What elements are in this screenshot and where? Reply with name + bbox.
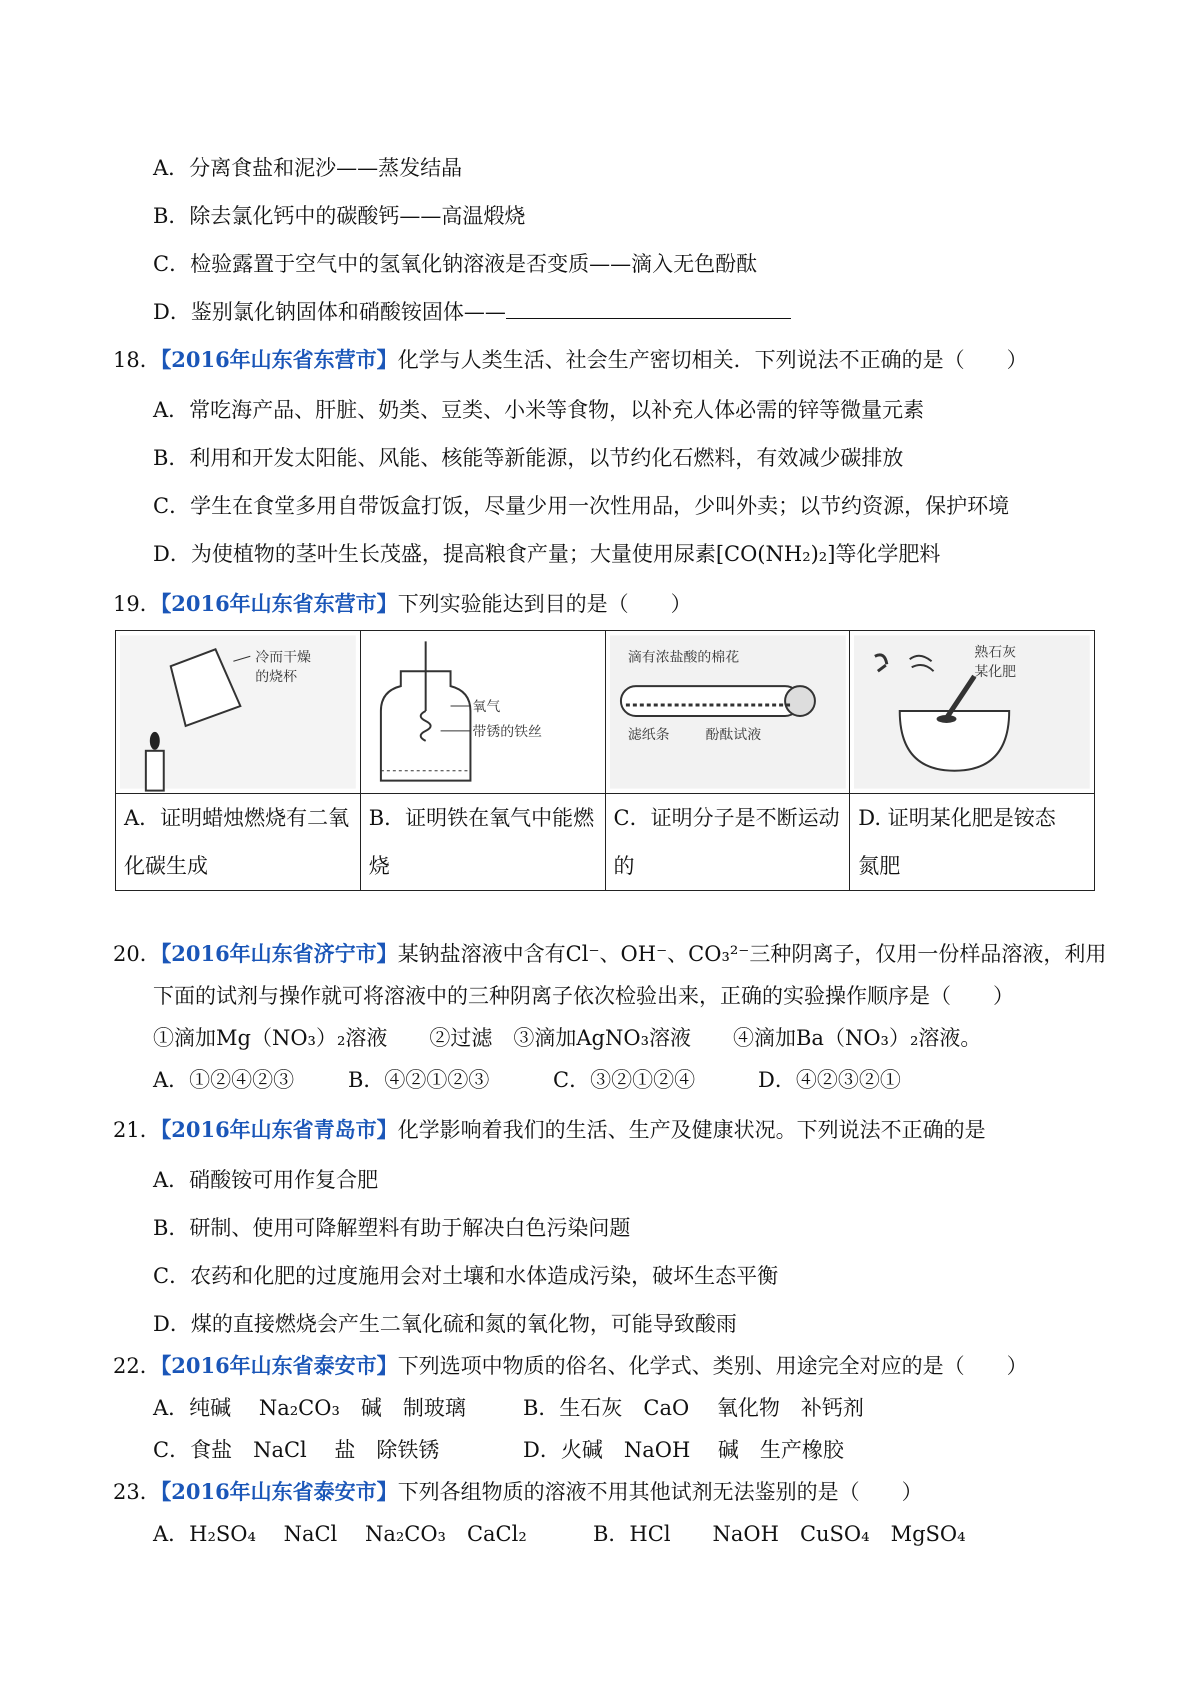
q17-option-d-text: D．鉴别氯化钠固体和硝酸铵固体—— <box>153 300 506 324</box>
q20-stem-line-2: 下面的试剂与操作就可将溶液中的三种阴离子依次检验出来，正确的实验操作顺序是（ ） <box>153 984 1014 1008</box>
q19-source: 【2016年山东省东营市】 <box>160 591 398 616</box>
figure-d-label-1: 熟石灰 <box>974 644 1017 661</box>
figure-c-cell <box>605 631 850 794</box>
caption-c-line-2: 的 <box>613 854 635 878</box>
caption-a <box>116 794 361 891</box>
glass-tube-icon <box>620 686 799 716</box>
q21-option-c: C．农药和化肥的过度施用会对土壤和水体造成污染，破坏生态平衡 <box>153 1264 779 1288</box>
figure-b-label-1: 氧气 <box>472 699 500 716</box>
candle-icon <box>146 751 164 791</box>
q21-option-b: B．研制、使用可降解塑料有助于解决白色污染问题 <box>153 1216 631 1240</box>
q21-number: 21． <box>113 1118 161 1142</box>
q17-option-a: A．分离食盐和泥沙——蒸发结晶 <box>153 156 463 180</box>
q22-option-a: A．纯碱 Na₂CO₃ 碱 制玻璃 <box>153 1396 466 1420</box>
cotton-icon <box>785 686 815 716</box>
figure-d-cell <box>850 631 1095 794</box>
q20-stem-line-1: 某钠盐溶液中含有Cl⁻、OH⁻、CO₃²⁻三种阴离子，仅用一份样品溶液，利用 <box>397 942 1107 966</box>
q18-source: 【2016年山东省东营市】 <box>160 347 398 372</box>
caption-c-line-1: C．证明分子是不断运动 <box>613 806 840 830</box>
q22-source: 【2016年山东省泰安市】 <box>160 1353 398 1378</box>
q18-stem <box>113 346 1028 374</box>
q18-option-a: A．常吃海产品、肝脏、奶类、豆类、小米等食物，以补充人体必需的锌等微量元素 <box>153 398 925 422</box>
q22-option-b: B．生石灰 CaO 氧化物 补钙剂 <box>523 1396 864 1420</box>
flame-icon <box>150 732 160 750</box>
q23-option-b: B．HCl NaOH CuSO₄ MgSO₄ <box>593 1522 966 1546</box>
q21-source: 【2016年山东省青岛市】 <box>160 1117 398 1142</box>
candle-beaker-figure <box>116 631 360 793</box>
figure-b-label-2: 带锈的铁丝 <box>472 723 542 740</box>
answer-blank[interactable] <box>506 298 791 319</box>
q19-stem-text: 下列实验能达到目的是（ ） <box>397 592 692 616</box>
q17-option-d <box>153 298 791 326</box>
q18-option-d: D．为使植物的茎叶生长茂盛，提高粮食产量；大量使用尿素[CO(NH₂)₂]等化学肥料 <box>153 542 941 566</box>
figure-a-cell <box>116 631 361 794</box>
figure-d-label-2: 某化肥 <box>974 664 1017 681</box>
q18-stem-text: 化学与人类生活、社会生产密切相关．下列说法不正确的是（ ） <box>397 348 1028 372</box>
q22-option-d: D．火碱 NaOH 碱 生产橡胶 <box>523 1438 844 1462</box>
figure-c-label-1: 滴有浓盐酸的棉花 <box>627 649 739 666</box>
q20-option-b: B．④②①②③ <box>348 1068 490 1092</box>
q20-option-d: D．④②③②① <box>758 1068 901 1092</box>
caption-d-line-2: 氮肥 <box>858 854 901 878</box>
figure-b-cell <box>360 631 605 794</box>
q22-stem-text: 下列选项中物质的俗名、化学式、类别、用途完全对应的是（ ） <box>397 1354 1028 1378</box>
caption-c <box>605 794 850 891</box>
q17-option-b: B．除去氯化钙中的碳酸钙——高温煅烧 <box>153 204 526 228</box>
q20-stem <box>113 940 1106 968</box>
caption-a-line-1: A．证明蜡烛燃烧有二氧 <box>124 806 350 830</box>
q23-number: 23． <box>113 1480 161 1504</box>
q21-stem-text: 化学影响着我们的生活、生产及健康状况。下列说法不正确的是 <box>397 1118 986 1142</box>
q23-stem-text: 下列各组物质的溶液不用其他试剂无法鉴别的是（ ） <box>397 1480 923 1504</box>
caption-b <box>360 794 605 891</box>
q20-option-a: A．①②④②③ <box>153 1068 295 1092</box>
q18-option-c: C．学生在食堂多用自带饭盒打饭，尽量少用一次性用品，少叫外卖；以节约资源，保护环境 <box>153 494 1010 518</box>
q19-stem <box>113 590 692 618</box>
q17-option-c: C．检验露置于空气中的氢氧化钠溶液是否变质——滴入无色酚酞 <box>153 252 758 276</box>
q23-source: 【2016年山东省泰安市】 <box>160 1479 398 1504</box>
q18-number: 18． <box>113 348 161 372</box>
q20-option-c: C．③②①②④ <box>553 1068 696 1092</box>
q19-experiment-table <box>115 630 1095 891</box>
q20-number: 20． <box>113 942 161 966</box>
caption-b-line-1: B．证明铁在氧气中能燃 <box>368 806 595 830</box>
figure-c-label-3: 酚酞试液 <box>704 726 761 743</box>
q21-option-d: D．煤的直接燃烧会产生二氧化硫和氮的氧化物，可能导致酸雨 <box>153 1312 737 1336</box>
caption-a-line-2: 化碳生成 <box>124 854 208 878</box>
q23-stem <box>113 1478 923 1506</box>
caption-d <box>850 794 1095 891</box>
filter-paper-tube-figure <box>606 631 850 793</box>
caption-d-line-1: D. 证明某化肥是铵态 <box>858 806 1056 830</box>
q18-option-b: B．利用和开发太阳能、风能、核能等新能源，以节约化石燃料，有效减少碳排放 <box>153 446 904 470</box>
figure-a-label-1: 冷而干燥 <box>255 649 311 666</box>
iron-wire-figure <box>361 631 605 793</box>
q21-option-a: A．硝酸铵可用作复合肥 <box>153 1168 379 1192</box>
q20-steps: ①滴加Mg（NO₃）₂溶液 ②过滤 ③滴加AgNO₃溶液 ④滴加Ba（NO₃）₂溶液。 <box>153 1026 982 1050</box>
q19-number: 19． <box>113 592 161 616</box>
mortar-figure <box>850 631 1094 793</box>
q20-source: 【2016年山东省济宁市】 <box>160 941 398 966</box>
figure-c-label-2: 滤纸条 <box>627 726 670 743</box>
q23-option-a: A．H₂SO₄ NaCl Na₂CO₃ CaCl₂ <box>153 1522 527 1546</box>
q21-stem <box>113 1116 986 1144</box>
q22-option-c: C．食盐 NaCl 盐 除铁锈 <box>153 1438 440 1462</box>
figure-a-label-2: 的烧杯 <box>255 669 298 686</box>
caption-b-line-2: 烧 <box>368 854 390 878</box>
q22-stem <box>113 1352 1028 1380</box>
q22-number: 22． <box>113 1354 161 1378</box>
